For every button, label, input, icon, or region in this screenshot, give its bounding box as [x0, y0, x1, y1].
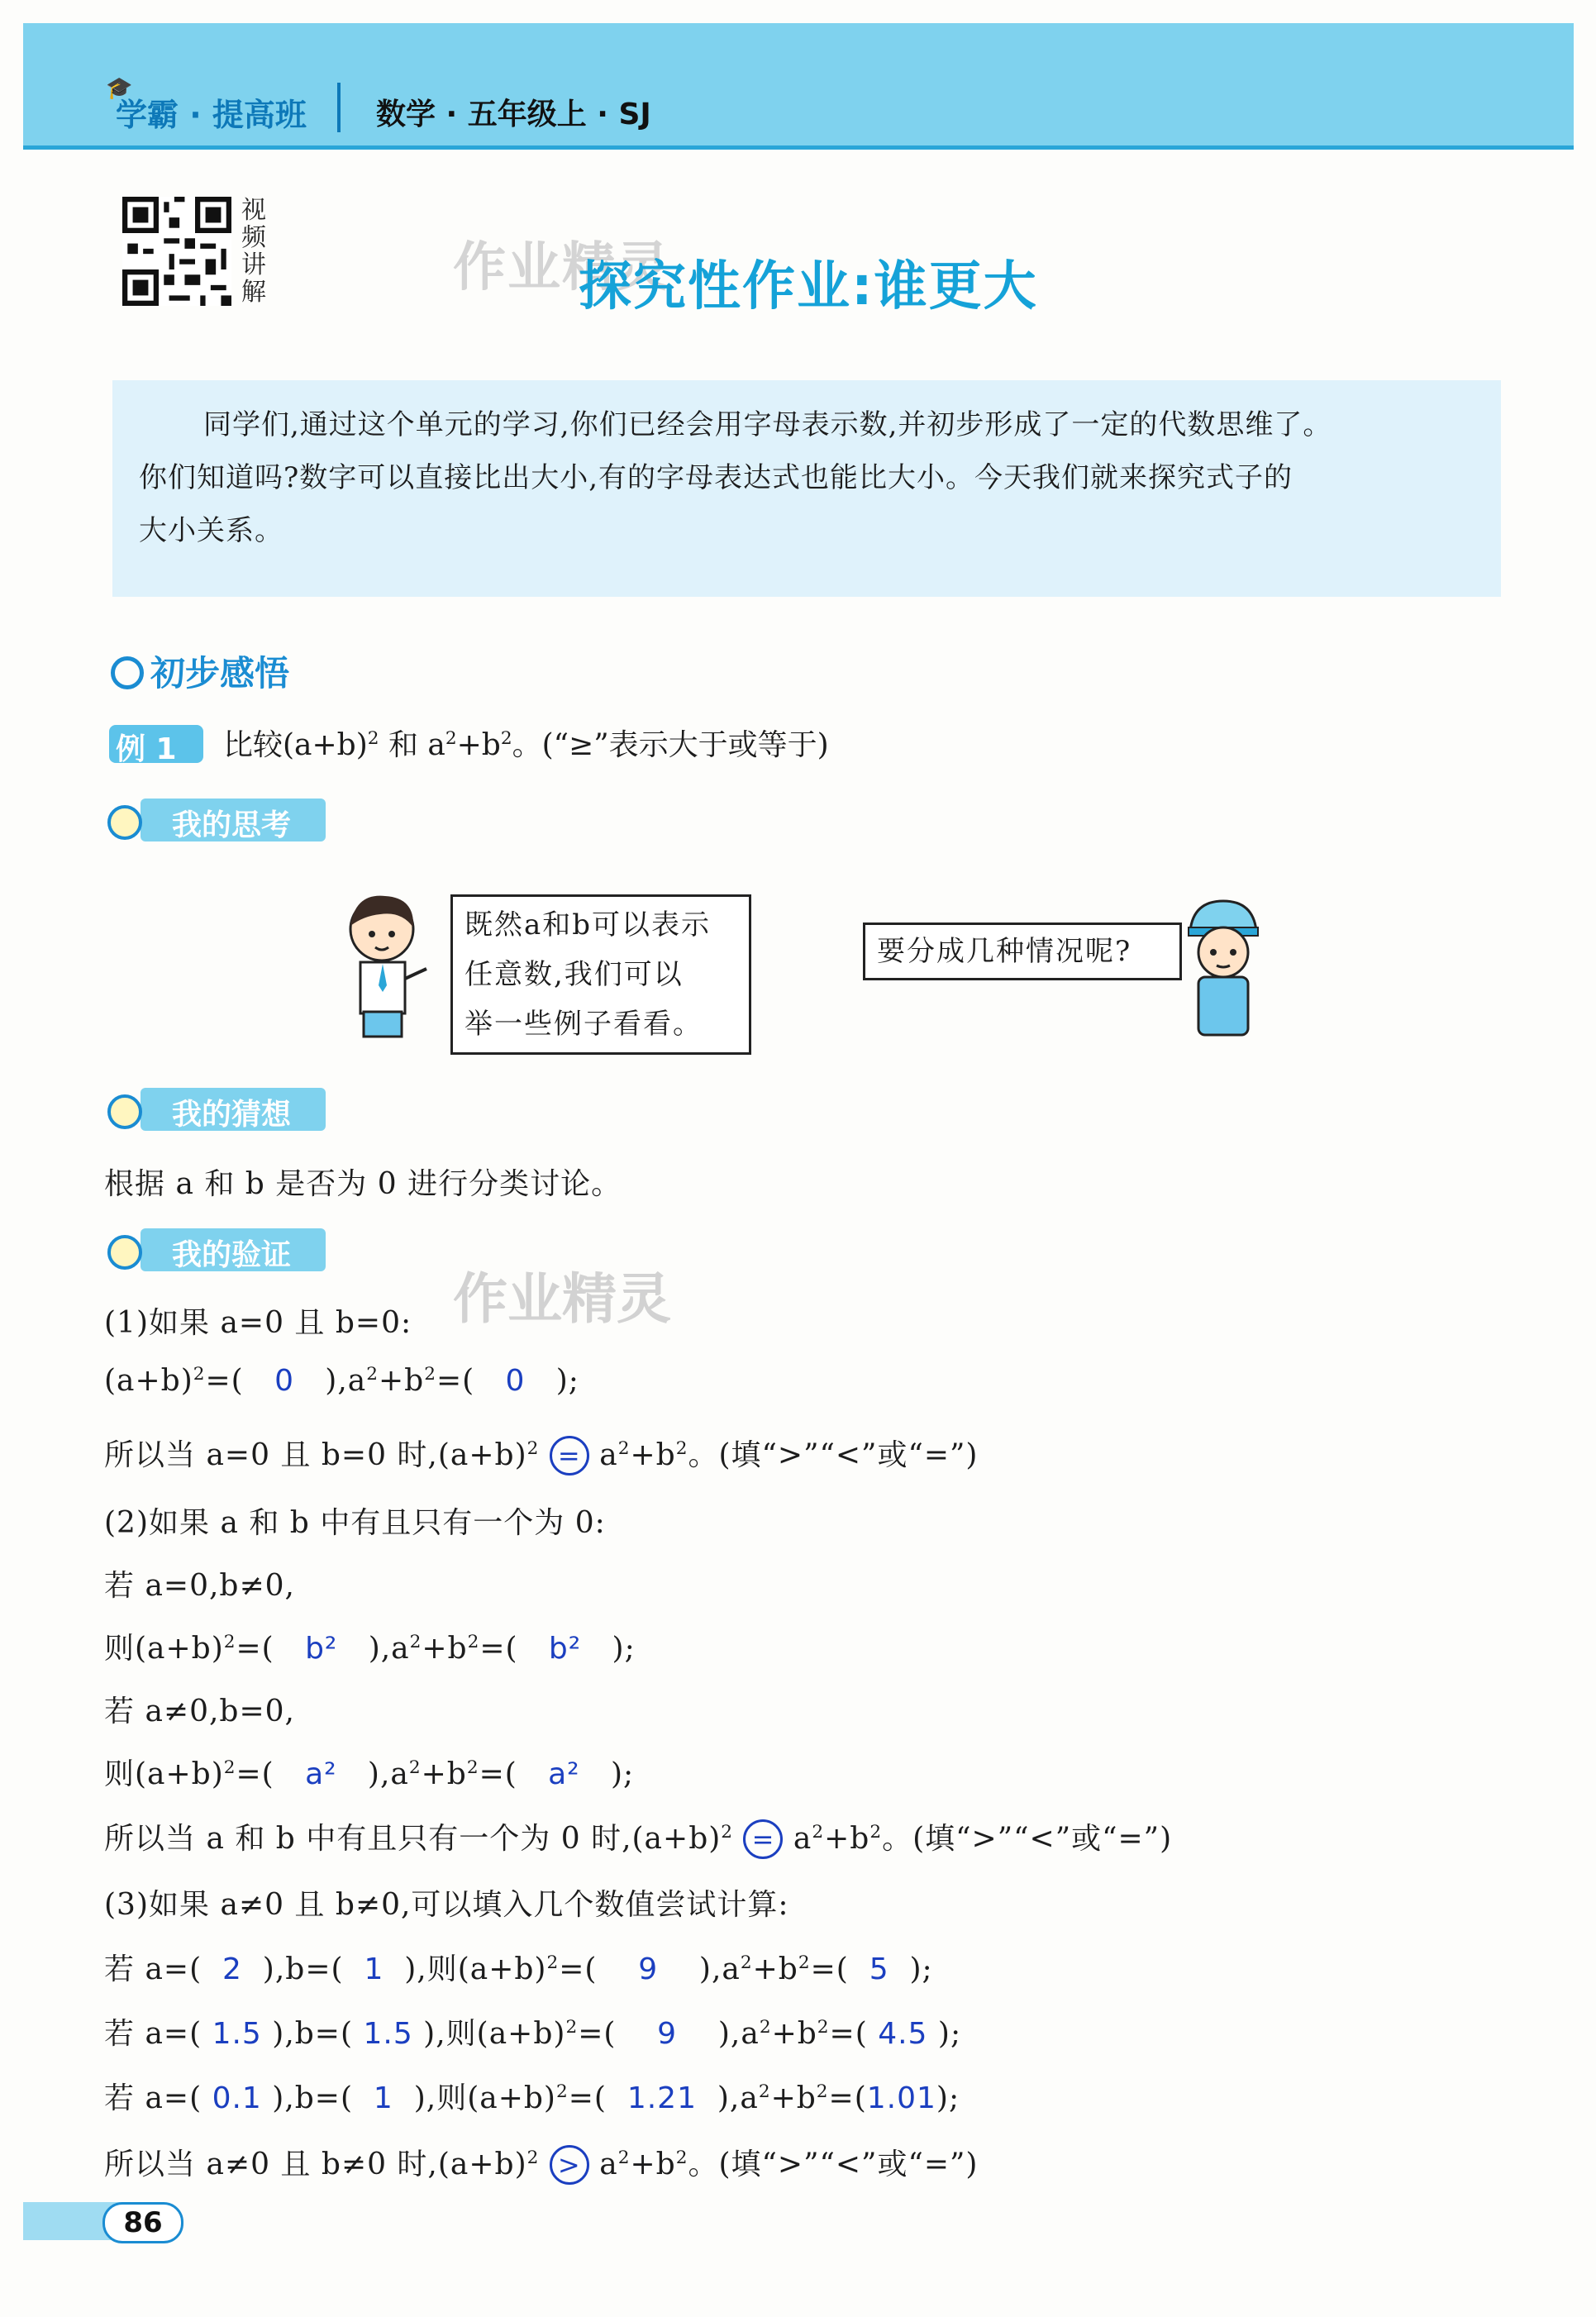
case2-sub1-computation: 则$(a+b)^2=$( b² )$,a^2+b^2=$( b² ); [104, 1632, 636, 1666]
case2-sub1: 若 a=0,b≠0, [104, 1569, 295, 1603]
speech-bubble: 既然a和b可以表示 任意数,我们可以 举一些例子看看。 [450, 894, 751, 1055]
arrow-up-icon [337, 83, 341, 132]
qr-code-icon[interactable] [122, 197, 231, 306]
answer-symbol: = [550, 1436, 589, 1476]
series-brand: 学霸 · 提高班 [116, 97, 307, 133]
case2-head: (2)如果 a 和 b 中有且只有一个为 0: [104, 1506, 606, 1540]
answer: 1.01 [866, 2081, 936, 2115]
answer: 4.5 [878, 2017, 928, 2051]
answer: 9 [638, 1952, 659, 1986]
answer: 1.5 [363, 2017, 413, 2051]
page-number: 86 [102, 2202, 183, 2243]
lightbulb-icon [107, 1235, 142, 1270]
answer: b² [548, 1632, 582, 1666]
guess-heading: 我的猜想 [172, 1098, 292, 1132]
answer: b² [305, 1632, 338, 1666]
magnifier-icon [111, 656, 144, 689]
verify-heading: 我的验证 [172, 1238, 292, 1272]
guess-text: 根据 a 和 b 是否为 0 进行分类讨论。 [104, 1167, 622, 1201]
answer: 0 [274, 1364, 294, 1398]
answer-symbol: = [743, 1819, 783, 1859]
video-explanation-label: 视 频 讲 解 [241, 196, 266, 307]
case1-computation: $(a+b)^2=$( 0 )$,a^2+b^2=$( 0 ); [104, 1364, 579, 1398]
answer: 5 [869, 1952, 889, 1986]
answer: 0.1 [212, 2081, 262, 2115]
example-label: 例 1 [116, 732, 177, 766]
case3-row: 若 a=( 0.1 ),b=( 1 ),则$(a+b)^2=$( 1.21 )$,a^2+b^2=(1.01)$; [104, 2081, 960, 2115]
section-title: 初步感悟 [150, 653, 290, 694]
subject-grade: 数学 · 五年级上 · SJ [376, 98, 651, 131]
case3-row: 若 a=( 1.5 ),b=( 1.5 ),则$(a+b)^2=$( 9 )$,a^2+b^2=$( 4.5 ); [104, 2017, 962, 2051]
lightbulb-icon [107, 805, 142, 840]
case2-conclusion: 所以当 a 和 b 中有且只有一个为 0 时$,(a+b)^2 = a^2+b^2$。(填“>”“<”或“=”) [104, 1815, 1172, 1859]
thinking-heading: 我的思考 [172, 808, 292, 842]
answer: a² [305, 1757, 337, 1791]
boy-with-cap-icon [1174, 894, 1273, 1043]
answer: 1.5 [212, 2017, 262, 2051]
answer: 0 [505, 1364, 526, 1398]
graduation-cap-icon: 🎓 [106, 76, 133, 101]
lightbulb-icon [107, 1094, 142, 1129]
case3-head: (3)如果 a≠0 且 b≠0,可以填入几个数值尝试计算: [104, 1888, 789, 1922]
case2-sub2-computation: 则$(a+b)^2=$( a² )$,a^2+b^2=$( a² ); [104, 1757, 635, 1791]
answer: 1.21 [626, 2081, 697, 2115]
speech-bubble: 要分成几种情况呢? [863, 923, 1182, 980]
example-question: 比较$(a+b)^2$ 和 $a^2+b^2$。(“≥”表示大于或等于) [223, 728, 829, 762]
answer: a² [548, 1757, 580, 1791]
case1-conclusion: 所以当 a=0 且 b=0 时$,(a+b)^2 = a^2+b^2$。(填“>”“<”或“=”) [104, 1432, 978, 1476]
answer-symbol: > [550, 2145, 589, 2185]
case3-row: 若 a=( 2 ),b=( 1 ),则$(a+b)^2=$( 9 )$,a^2+b^2=$( 5 ); [104, 1952, 933, 1986]
answer: 1 [364, 1952, 384, 1986]
case1-head: (1)如果 a=0 且 b=0: [104, 1306, 412, 1340]
header-divider [23, 145, 1574, 150]
watermark: 作业精灵 [453, 1267, 671, 1331]
answer: 9 [657, 2017, 678, 2051]
intro-text: 同学们,通过这个单元的学习,你们已经会用字母表示数,并初步形成了一定的代数思维了。 你们知道吗?数字可以直接比出大小,有的字母表达式也能比大小。今天我们就来探究式子的 大小关系。 [139, 408, 1332, 547]
case2-sub2: 若 a≠0,b=0, [104, 1695, 295, 1728]
answer: 2 [222, 1952, 242, 1986]
watermark: 作业精灵 [453, 237, 671, 298]
case3-conclusion: 所以当 a≠0 且 b≠0 时$,(a+b)^2 > a^2+b^2$。(填“>”“<”或“=”) [104, 2141, 978, 2185]
answer: 1 [373, 2081, 393, 2115]
boy-character-icon [339, 886, 438, 1043]
page-title: 探究性作业:谁更大 [579, 256, 1038, 317]
